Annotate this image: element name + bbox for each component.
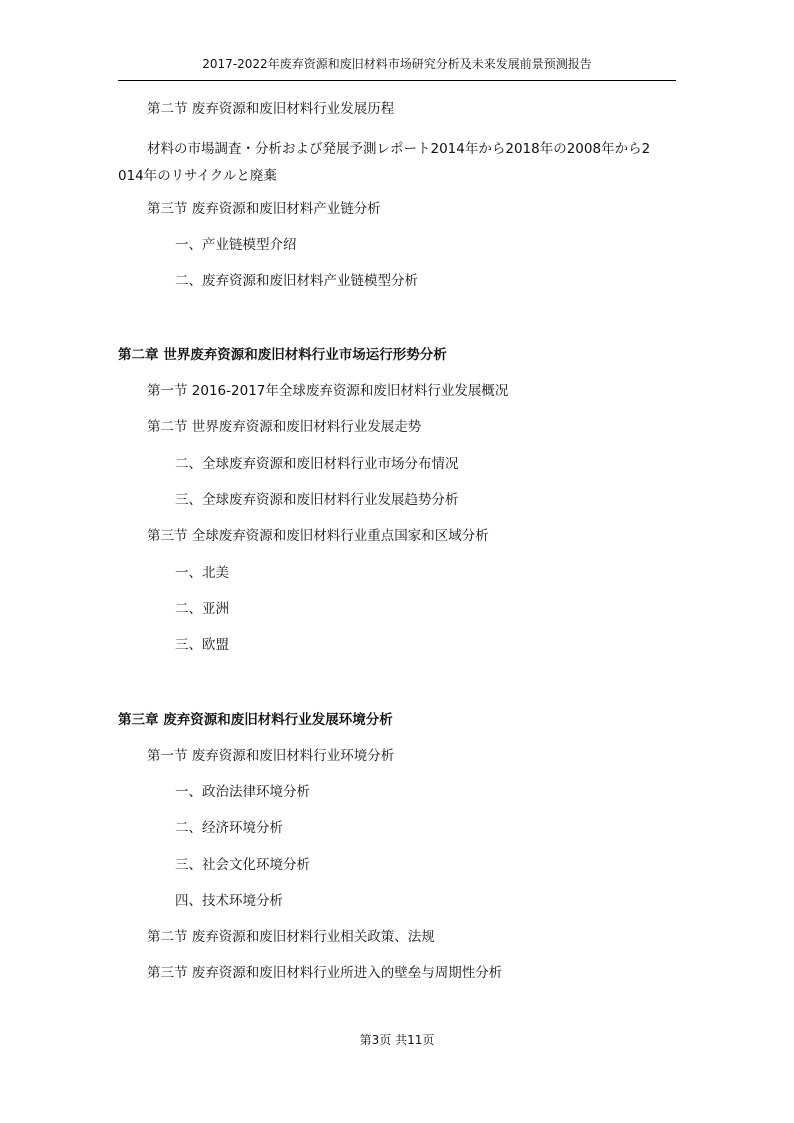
toc-item-entry: 一、产业链模型介绍 — [175, 237, 297, 253]
toc-section-entry: 第一节 2016-2017年全球废弃资源和废旧材料行业发展概况 — [147, 383, 509, 399]
toc-item-entry: 二、全球废弃资源和废旧材料行业市场分布情况 — [175, 456, 459, 472]
toc-item-entry: 一、北美 — [175, 565, 229, 581]
toc-section-entry: 第三节 废弃资源和废旧材料行业所进入的壁垒与周期性分析 — [147, 965, 503, 981]
paragraph-line: 014年のリサイクルと廃棄 — [118, 168, 277, 184]
toc-section-entry: 第三节 全球废弃资源和废旧材料行业重点国家和区域分析 — [147, 528, 489, 544]
running-header: 2017-2022年废弃资源和废旧材料市场研究分析及未来发展前景预测报告 — [202, 57, 592, 71]
toc-chapter-heading: 第三章 废弃资源和废旧材料行业发展环境分析 — [118, 712, 393, 728]
toc-item-entry: 四、技术环境分析 — [175, 893, 283, 909]
page-number-footer: 第3页 共11页 — [359, 1033, 435, 1047]
foreign-language-paragraph — [118, 136, 687, 190]
toc-section-entry: 第二节 废弃资源和废旧材料行业发展历程 — [147, 101, 395, 117]
toc-section-entry: 第二节 废弃资源和废旧材料行业相关政策、法规 — [147, 929, 435, 945]
header-divider — [118, 80, 676, 81]
toc-section-entry: 第一节 废弃资源和废旧材料行业环境分析 — [147, 748, 395, 764]
toc-section-entry: 第三节 废弃资源和废旧材料产业链分析 — [147, 201, 381, 217]
toc-item-entry: 二、废弃资源和废旧材料产业链模型分析 — [175, 273, 418, 289]
paragraph-line: 材料の市場調査・分析および発展予測レポート2014年から2018年の2008年から2 — [147, 141, 651, 157]
toc-chapter-heading: 第二章 世界废弃资源和废旧材料行业市场运行形势分析 — [118, 347, 447, 363]
toc-item-entry: 一、政治法律环境分析 — [175, 784, 310, 800]
toc-item-entry: 三、全球废弃资源和废旧材料行业发展趋势分析 — [175, 492, 459, 508]
toc-item-entry: 三、欧盟 — [175, 637, 229, 653]
toc-item-entry: 二、经济环境分析 — [175, 820, 283, 836]
toc-item-entry: 三、社会文化环境分析 — [175, 857, 310, 873]
toc-item-entry: 二、亚洲 — [175, 601, 229, 617]
toc-section-entry: 第二节 世界废弃资源和废旧材料行业发展走势 — [147, 419, 422, 435]
